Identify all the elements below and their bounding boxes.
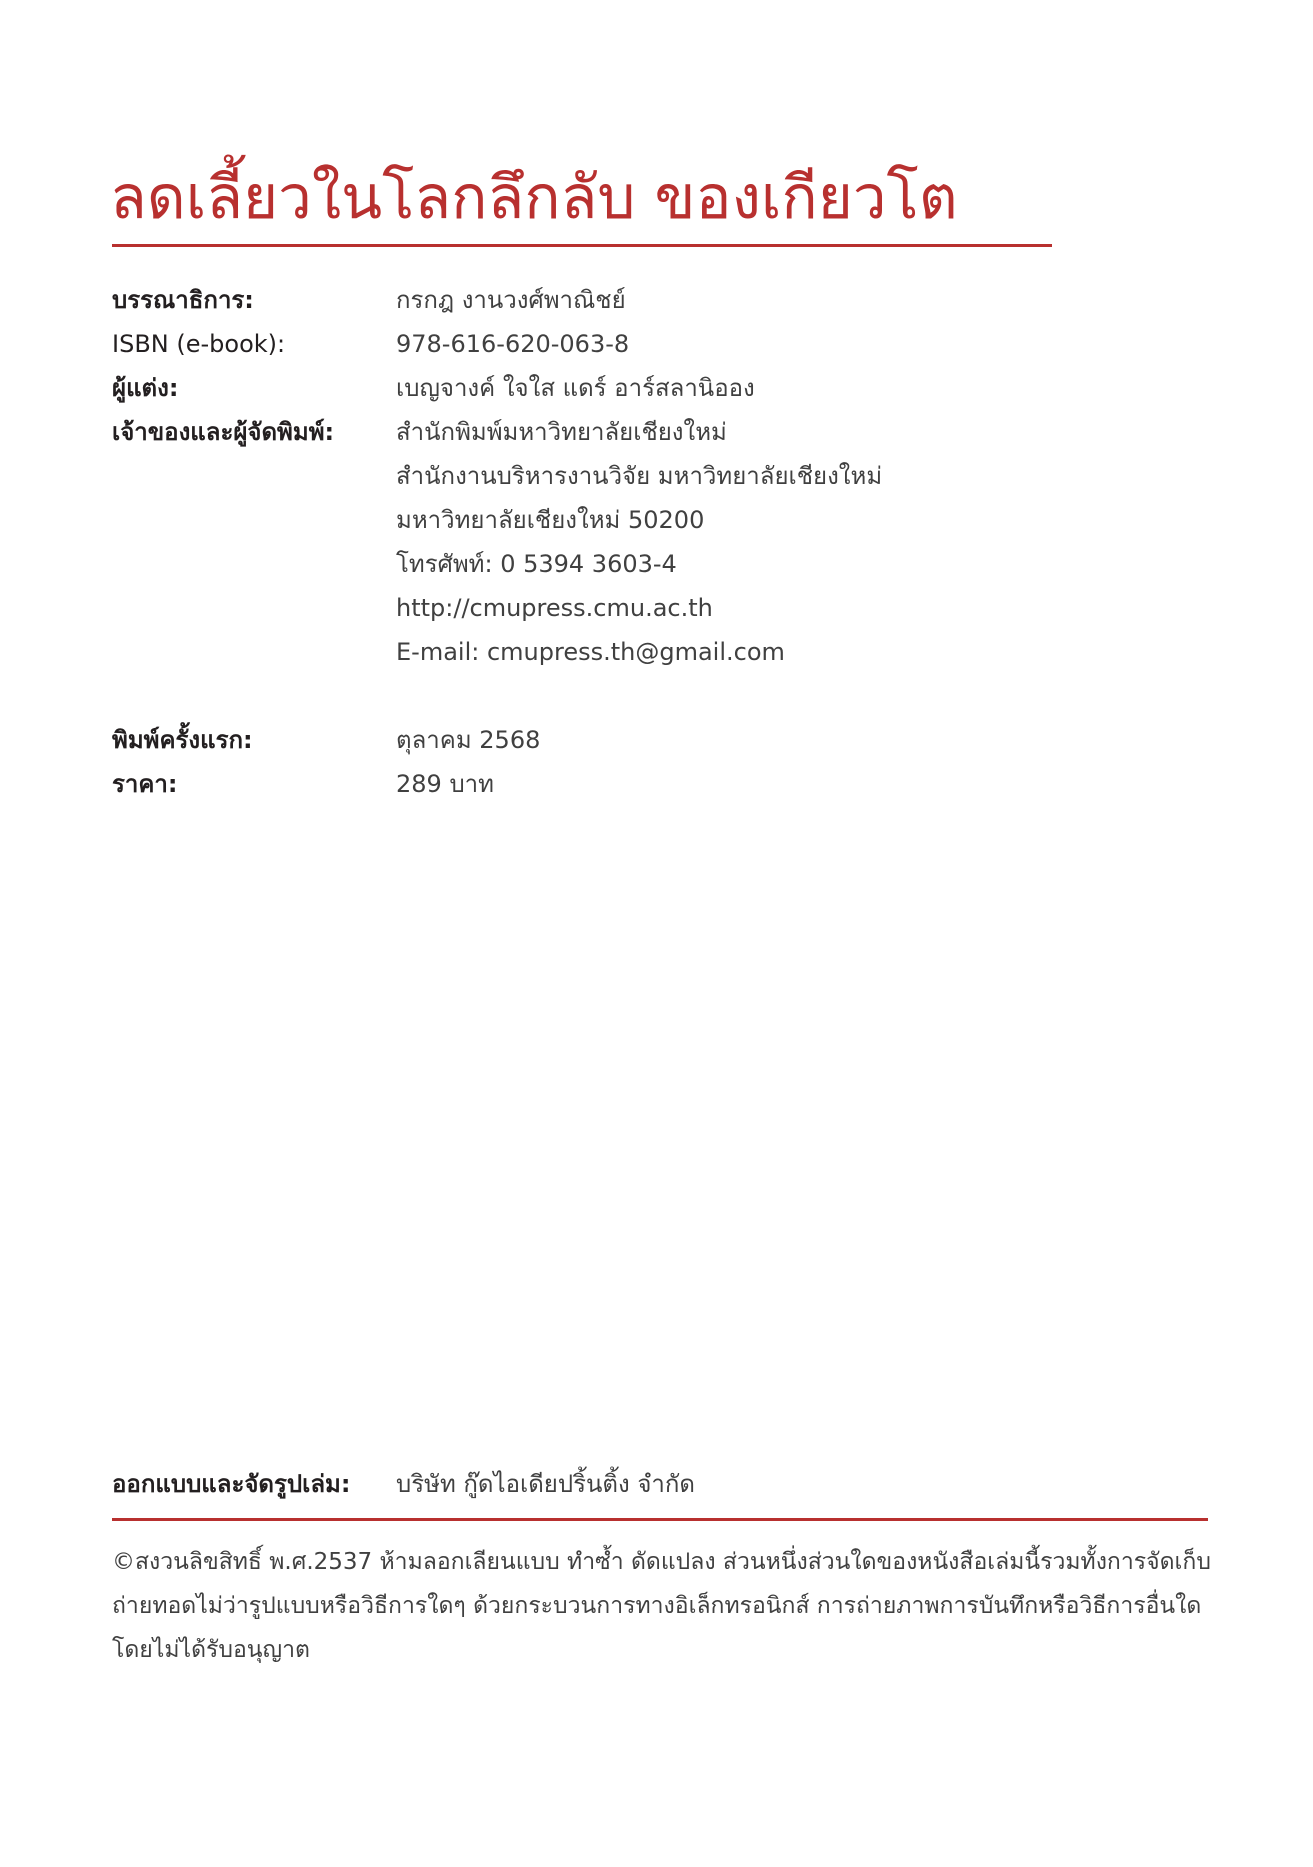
book-title: ลดเลี้ยวในโลกลึกลับ ของเกียวโต [110,163,958,233]
info-row-editor [112,278,1212,322]
copyright-line-1: ©สงวนลิขสิทธิ์ พ.ศ.2537 ห้ามลอกเลียนแบบ ทำซ้ำ ดัดแปลง ส่วนหนึ่งส่วนใดของหนังสือเล่มนี้รวมทั้งการจัดเก็บ [112,1549,1211,1575]
editor-label: บรรณาธิการ: [112,286,254,314]
publisher-website: http://cmupress.cmu.ac.th [396,594,713,622]
info-row-first-print [112,718,1212,762]
design-value: บริษัท กู๊ดไอเดียปริ้นติ้ง จำกัด [396,1470,695,1498]
publisher-details [396,410,882,674]
design-label: ออกแบบและจัดรูปเล่ม: [112,1470,351,1498]
publisher-address: มหาวิทยาลัยเชียงใหม่ 50200 [396,506,705,534]
info-row-author [112,366,1212,410]
copyright-notice [112,1540,1211,1672]
author-label: ผู้แต่ง: [112,374,179,402]
publication-info [112,278,1212,806]
price-value: 289 บาท [396,770,494,798]
price-label: ราคา: [112,770,178,798]
copyright-line-2: ถ่ายทอดไม่ว่ารูปแบบหรือวิธีการใดๆ ด้วยกระบวนการทางอิเล็กทรอนิกส์ การถ่ายภาพการบันทึกหรือวิธีการอื่นใด [112,1593,1202,1619]
isbn-label: ISBN (e-book): [112,330,286,358]
design-credit [112,1462,1212,1506]
info-row-price [112,762,1212,806]
info-row-isbn [112,322,1212,366]
publisher-phone: โทรศัพท์: 0 5394 3603-4 [396,550,677,578]
first-print-label: พิมพ์ครั้งแรก: [112,726,253,754]
isbn-value: 978-616-620-063-8 [396,330,630,358]
editor-value: กรกฎ งานวงศ์พาณิชย์ [396,286,626,314]
publisher-name: สำนักพิมพ์มหาวิทยาลัยเชียงใหม่ [396,418,727,446]
first-print-value: ตุลาคม 2568 [396,726,541,754]
info-row-publisher [112,410,1212,674]
publisher-email: E-mail: cmupress.th@gmail.com [396,638,785,666]
publisher-department: สำนักงานบริหารงานวิจัย มหาวิทยาลัยเชียงใหม่ [396,462,883,490]
publisher-label: เจ้าของและผู้จัดพิมพ์: [112,418,335,446]
info-row-design [112,1462,1212,1506]
copyright-divider [112,1518,1208,1521]
title-divider [112,244,1052,247]
author-value: เบญจางค์ ใจใส แดร์ อาร์สลานิออง [396,374,755,402]
copyright-line-3: โดยไม่ได้รับอนุญาต [112,1637,310,1663]
info-spacer [112,674,1212,718]
